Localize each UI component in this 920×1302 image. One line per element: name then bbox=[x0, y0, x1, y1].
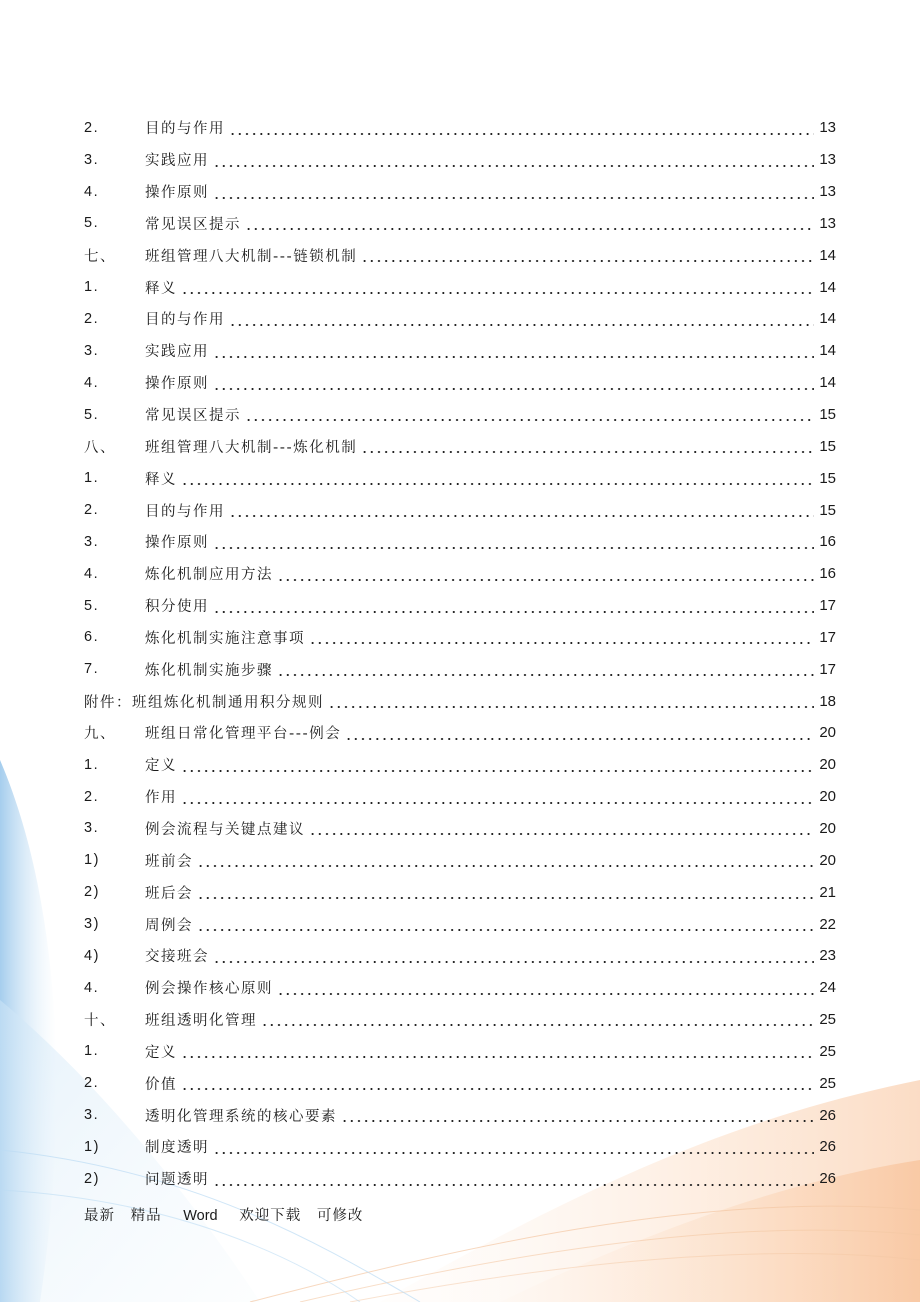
toc-entry-page-number: 20 bbox=[819, 724, 836, 742]
toc-entry-title: 例会流程与关键点建议 bbox=[145, 821, 305, 838]
toc-entry-page-number: 14 bbox=[819, 278, 836, 296]
toc-entry-page-number: 26 bbox=[819, 1170, 836, 1188]
toc-entry[interactable] bbox=[84, 526, 836, 558]
toc-entry-title: 炼化机制实施步骤 bbox=[145, 662, 273, 679]
toc-entry-number: 5. bbox=[84, 215, 100, 232]
toc-entry[interactable] bbox=[84, 176, 836, 208]
toc-entry-page-number: 13 bbox=[819, 119, 836, 137]
toc-dot-leader bbox=[213, 536, 814, 550]
toc-entry-title: 价值 bbox=[145, 1076, 177, 1093]
toc-dot-leader bbox=[213, 186, 814, 200]
toc-entry-title: 释义 bbox=[145, 471, 177, 488]
page-footer bbox=[84, 1204, 373, 1225]
toc-entry[interactable] bbox=[84, 1131, 836, 1163]
toc-entry-number: 八、 bbox=[84, 439, 116, 456]
toc-dot-leader bbox=[341, 1109, 814, 1123]
toc-dot-leader bbox=[261, 1013, 814, 1027]
toc-entry[interactable] bbox=[84, 749, 836, 781]
toc-dot-leader bbox=[197, 918, 814, 932]
toc-entry-title: 问题透明 bbox=[145, 1172, 209, 1189]
toc-entry[interactable] bbox=[84, 590, 836, 622]
toc-entry-number: 3) bbox=[84, 916, 100, 933]
toc-dot-leader bbox=[345, 727, 814, 741]
toc-entry-page-number: 26 bbox=[819, 1106, 836, 1124]
footer-text-quality: 精品 bbox=[130, 1208, 162, 1224]
toc-entry-number: 3. bbox=[84, 342, 100, 359]
toc-dot-leader bbox=[197, 854, 814, 868]
footer-text-latest: 最新 bbox=[84, 1208, 115, 1224]
toc-entry-title: 透明化管理系统的核心要素 bbox=[145, 1108, 337, 1125]
toc-entry[interactable] bbox=[84, 271, 836, 303]
toc-entry-title: 制度透明 bbox=[145, 1140, 209, 1157]
toc-entry-page-number: 17 bbox=[819, 660, 836, 678]
toc-dot-leader bbox=[181, 1045, 814, 1059]
toc-entry[interactable] bbox=[84, 781, 836, 813]
toc-dot-leader bbox=[277, 568, 814, 582]
toc-dot-leader bbox=[309, 631, 814, 645]
toc-dot-leader bbox=[245, 217, 814, 231]
toc-entry-number: 4. bbox=[84, 183, 100, 200]
toc-dot-leader bbox=[229, 122, 814, 136]
toc-entry[interactable] bbox=[84, 303, 836, 335]
toc-entry-title: 实践应用 bbox=[145, 153, 209, 170]
toc-entry-page-number: 17 bbox=[819, 628, 836, 646]
toc-entry[interactable] bbox=[84, 144, 836, 176]
toc-entry-page-number: 20 bbox=[819, 756, 836, 774]
toc-entry-title: 炼化机制实施注意事项 bbox=[145, 630, 305, 647]
toc-entry[interactable] bbox=[84, 653, 836, 685]
toc-dot-leader bbox=[361, 440, 814, 454]
toc-entry-page-number: 15 bbox=[819, 469, 836, 487]
toc-dot-leader bbox=[361, 249, 814, 263]
toc-dot-leader bbox=[277, 982, 814, 996]
toc-entry[interactable] bbox=[84, 1067, 836, 1099]
toc-entry-title: 班组透明化管理 bbox=[145, 1013, 257, 1030]
toc-entry-title: 班后会 bbox=[145, 885, 193, 902]
toc-entry-number: 2. bbox=[84, 1075, 100, 1092]
toc-entry-number: 1) bbox=[84, 1138, 100, 1155]
toc-entry-page-number: 14 bbox=[819, 246, 836, 264]
toc-entry[interactable] bbox=[84, 813, 836, 845]
toc-entry-number: 1. bbox=[84, 470, 100, 487]
toc-entry-title: 班组管理八大机制---链锁机制 bbox=[145, 248, 358, 265]
toc-entry[interactable] bbox=[84, 844, 836, 876]
toc-entry[interactable] bbox=[84, 908, 836, 940]
toc-dot-leader bbox=[245, 408, 814, 422]
toc-entry-number: 5. bbox=[84, 406, 100, 423]
toc-dot-leader bbox=[181, 472, 814, 486]
toc-entry-number: 4. bbox=[84, 565, 100, 582]
toc-dot-leader bbox=[181, 1077, 814, 1091]
toc-dot-leader bbox=[197, 886, 814, 900]
toc-entry-page-number: 14 bbox=[819, 374, 836, 392]
toc-entry-page-number: 18 bbox=[819, 692, 836, 710]
toc-entry[interactable] bbox=[84, 462, 836, 494]
toc-entry-title: 班组管理八大机制---炼化机制 bbox=[145, 439, 358, 456]
toc-entry-page-number: 25 bbox=[819, 1011, 836, 1029]
toc-dot-leader bbox=[181, 791, 814, 805]
toc-entry-title: 目的与作用 bbox=[145, 121, 225, 138]
toc-entry[interactable] bbox=[84, 1035, 836, 1067]
toc-entry-title: 目的与作用 bbox=[145, 312, 225, 329]
toc-dot-leader bbox=[213, 345, 814, 359]
toc-entry[interactable] bbox=[84, 622, 836, 654]
toc-entry-page-number: 23 bbox=[819, 947, 836, 965]
toc-entry-number: 2) bbox=[84, 884, 100, 901]
toc-entry-title: 炼化机制应用方法 bbox=[145, 567, 273, 584]
toc-entry-title: 班组日常化管理平台---例会 bbox=[145, 726, 342, 743]
table-of-contents bbox=[84, 112, 836, 1195]
toc-entry[interactable] bbox=[84, 717, 836, 749]
toc-entry-title: 目的与作用 bbox=[145, 503, 225, 520]
toc-entry-number: 3. bbox=[84, 533, 100, 550]
toc-entry-number: 1) bbox=[84, 852, 100, 869]
toc-dot-leader bbox=[181, 281, 814, 295]
toc-entry-title: 释义 bbox=[145, 280, 177, 297]
toc-dot-leader bbox=[309, 822, 814, 836]
toc-entry-number: 九、 bbox=[84, 726, 116, 743]
toc-dot-leader bbox=[277, 663, 814, 677]
toc-entry[interactable] bbox=[84, 1163, 836, 1195]
toc-entry-page-number: 16 bbox=[819, 533, 836, 551]
toc-dot-leader bbox=[213, 1173, 814, 1187]
toc-entry-title: 交接班会 bbox=[145, 949, 209, 966]
toc-entry-number: 七、 bbox=[84, 248, 116, 265]
toc-dot-leader bbox=[213, 377, 814, 391]
toc-entry[interactable] bbox=[84, 367, 836, 399]
toc-entry-number: 4. bbox=[84, 374, 100, 391]
toc-entry[interactable] bbox=[84, 335, 836, 367]
toc-entry[interactable] bbox=[84, 1004, 836, 1036]
toc-dot-leader bbox=[229, 313, 814, 327]
toc-entry-page-number: 17 bbox=[819, 597, 836, 615]
toc-entry-title: 常见误区提示 bbox=[145, 408, 241, 425]
toc-entry-title: 操作原则 bbox=[145, 185, 209, 202]
footer-text-word: Word bbox=[183, 1208, 218, 1224]
toc-entry-page-number: 22 bbox=[819, 915, 836, 933]
toc-entry[interactable] bbox=[84, 430, 836, 462]
toc-entry-title: 作用 bbox=[145, 790, 177, 807]
toc-entry-number: 7. bbox=[84, 661, 100, 678]
toc-entry-number: 4) bbox=[84, 947, 100, 964]
toc-entry-number: 2. bbox=[84, 310, 100, 327]
toc-entry-page-number: 15 bbox=[819, 501, 836, 519]
toc-entry-number: 2. bbox=[84, 119, 100, 136]
toc-entry[interactable] bbox=[84, 399, 836, 431]
toc-entry-title: 实践应用 bbox=[145, 344, 209, 361]
toc-entry-page-number: 14 bbox=[819, 310, 836, 328]
toc-entry-number: 4. bbox=[84, 979, 100, 996]
toc-entry-number: 2) bbox=[84, 1170, 100, 1187]
toc-dot-leader bbox=[181, 759, 814, 773]
toc-entry-number: 十、 bbox=[84, 1013, 116, 1030]
toc-entry-number: 3. bbox=[84, 151, 100, 168]
toc-entry-title: 操作原则 bbox=[145, 535, 209, 552]
toc-dot-leader bbox=[213, 600, 814, 614]
toc-entry-title: 定义 bbox=[145, 1044, 177, 1061]
toc-dot-leader bbox=[328, 695, 814, 709]
toc-entry-page-number: 15 bbox=[819, 437, 836, 455]
toc-entry-page-number: 15 bbox=[819, 406, 836, 424]
toc-entry[interactable] bbox=[84, 112, 836, 144]
toc-entry-number: 3. bbox=[84, 1107, 100, 1124]
toc-entry-page-number: 25 bbox=[819, 1042, 836, 1060]
toc-entry-number: 6. bbox=[84, 629, 100, 646]
toc-entry-page-number: 20 bbox=[819, 851, 836, 869]
toc-entry-title: 附件：班组炼化机制通用积分规则 bbox=[84, 694, 324, 711]
toc-entry-number: 1. bbox=[84, 756, 100, 773]
toc-entry-number: 2. bbox=[84, 788, 100, 805]
toc-entry[interactable] bbox=[84, 494, 836, 526]
toc-entry-page-number: 13 bbox=[819, 151, 836, 169]
toc-entry-page-number: 16 bbox=[819, 565, 836, 583]
toc-entry[interactable] bbox=[84, 208, 836, 240]
toc-entry[interactable] bbox=[84, 972, 836, 1004]
toc-entry-number: 3. bbox=[84, 820, 100, 837]
toc-entry-page-number: 20 bbox=[819, 819, 836, 837]
toc-entry[interactable] bbox=[84, 558, 836, 590]
toc-entry-page-number: 20 bbox=[819, 788, 836, 806]
toc-entry-page-number: 13 bbox=[819, 214, 836, 232]
toc-entry-title: 例会操作核心原则 bbox=[145, 981, 273, 998]
toc-entry-number: 1. bbox=[84, 1043, 100, 1060]
toc-entry-title: 定义 bbox=[145, 758, 177, 775]
toc-dot-leader bbox=[229, 504, 814, 518]
toc-entry-page-number: 25 bbox=[819, 1074, 836, 1092]
toc-entry[interactable] bbox=[84, 1099, 836, 1131]
toc-entry[interactable] bbox=[84, 876, 836, 908]
toc-entry[interactable] bbox=[84, 685, 836, 717]
toc-entry-number: 1. bbox=[84, 279, 100, 296]
toc-entry-page-number: 13 bbox=[819, 183, 836, 201]
toc-entry-title: 常见误区提示 bbox=[145, 216, 241, 233]
toc-entry-page-number: 14 bbox=[819, 342, 836, 360]
toc-entry-title: 积分使用 bbox=[145, 599, 209, 616]
footer-text-download: 欢迎下载 bbox=[239, 1208, 302, 1224]
toc-entry-title: 班前会 bbox=[145, 853, 193, 870]
toc-entry[interactable] bbox=[84, 940, 836, 972]
footer-text-editable: 可修改 bbox=[316, 1208, 364, 1224]
toc-entry-page-number: 24 bbox=[819, 979, 836, 997]
toc-dot-leader bbox=[213, 154, 814, 168]
toc-dot-leader bbox=[213, 1141, 814, 1155]
toc-entry[interactable] bbox=[84, 239, 836, 271]
toc-entry-number: 5. bbox=[84, 597, 100, 614]
toc-entry-title: 操作原则 bbox=[145, 376, 209, 393]
toc-entry-page-number: 21 bbox=[819, 883, 836, 901]
toc-entry-number: 2. bbox=[84, 502, 100, 519]
toc-entry-title: 周例会 bbox=[145, 917, 193, 934]
toc-entry-page-number: 26 bbox=[819, 1138, 836, 1156]
toc-dot-leader bbox=[213, 950, 814, 964]
